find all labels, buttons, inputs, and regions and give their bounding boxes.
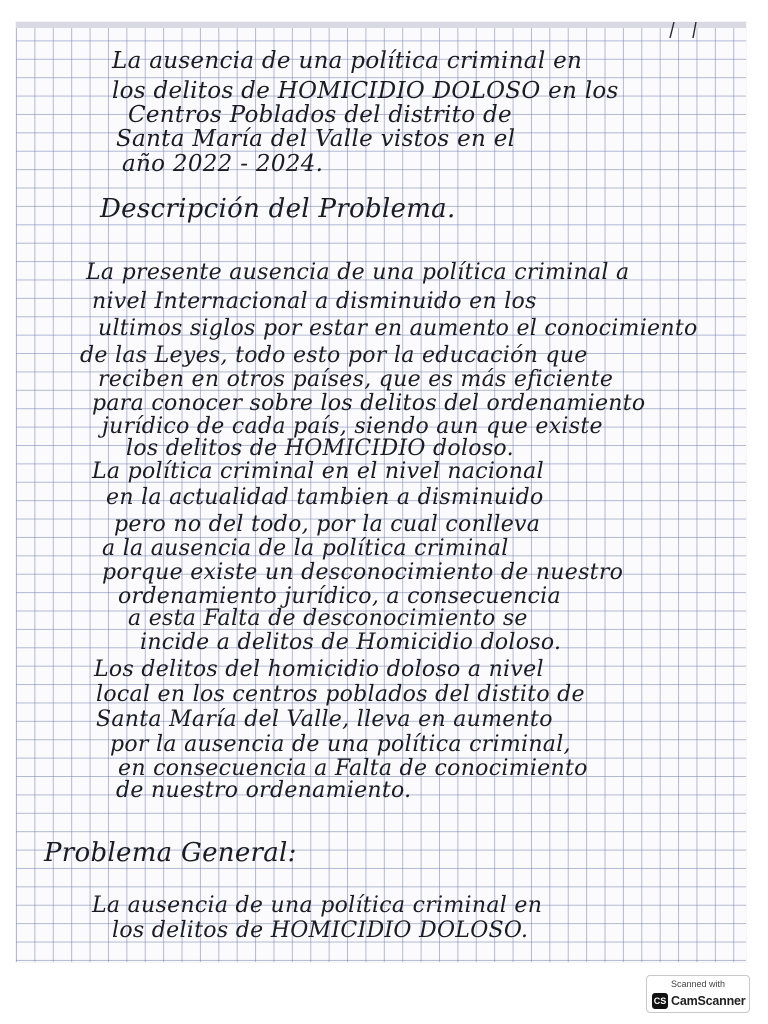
description-line-22: de nuestro ordenamiento.	[116, 778, 412, 803]
description-line-10: en la actualidad tambien a disminuido	[106, 485, 544, 510]
description-line-6: para conocer sobre los delitos del ordenamiento	[92, 391, 646, 416]
description-line-4: de las Leyes, todo esto por la educación que	[80, 343, 588, 368]
description-line-7: jurídico de cada país, siendo aun que existe	[102, 414, 603, 439]
paper-top-edge	[16, 22, 746, 28]
description-line-19: Santa María del Valle, lleva en aumento	[96, 707, 553, 732]
camscanner-brand-label: CamScanner	[671, 994, 746, 1008]
title-line-3: Centros Poblados del distrito de	[128, 102, 512, 128]
description-line-11: pero no del todo, por la cual conlleva	[114, 512, 541, 537]
description-line-5: reciben en otros países, que es más eficiente	[98, 367, 614, 392]
description-line-21: en consecuencia a Falta de conocimiento	[118, 756, 588, 781]
description-heading: Descripción del Problema.	[100, 194, 456, 224]
description-line-2: nivel Internacional a disminuido en los	[92, 289, 537, 314]
description-line-17: Los delitos del homicidio doloso a nivel	[94, 657, 544, 682]
description-line-1: La presente ausencia de una política criminal a	[86, 260, 630, 285]
title-line-5: año 2022 - 2024.	[122, 151, 324, 177]
title-line-4: Santa María del Valle vistos en el	[116, 126, 516, 152]
description-line-18: local en los centros poblados del distito de	[96, 682, 585, 707]
camscanner-badge	[646, 975, 750, 1013]
title-line-2: los delitos de HOMICIDIO DOLOSO en los	[112, 78, 619, 104]
description-line-12: a la ausencia de la política criminal	[102, 536, 509, 561]
description-line-20: por la ausencia de una política criminal,	[110, 732, 571, 757]
corner-pen-marks	[666, 22, 706, 40]
camscanner-logo-icon: CS	[652, 993, 668, 1009]
description-line-8: los delitos de HOMICIDIO doloso.	[126, 436, 514, 461]
description-line-13: porque existe un desconocimiento de nuestro	[102, 560, 624, 585]
scanned-with-label: Scanned with	[670, 979, 726, 989]
description-line-15: a esta Falta de desconocimiento se	[128, 606, 528, 631]
general-problem-line-2: los delitos de HOMICIDIO DOLOSO.	[112, 918, 529, 943]
general-problem-line-1: La ausencia de una política criminal en	[92, 893, 543, 918]
title-line-1: La ausencia de una política criminal en	[112, 48, 583, 74]
general-problem-heading: Problema General:	[44, 838, 297, 868]
description-line-14: ordenamiento jurídico, a consecuencia	[118, 584, 561, 609]
description-line-16: incide a delitos de Homicidio doloso.	[140, 630, 562, 655]
description-line-9: La política criminal en el nivel nacional	[92, 459, 544, 484]
description-line-3: ultimos siglos por estar en aumento el conocimiento	[98, 316, 698, 341]
